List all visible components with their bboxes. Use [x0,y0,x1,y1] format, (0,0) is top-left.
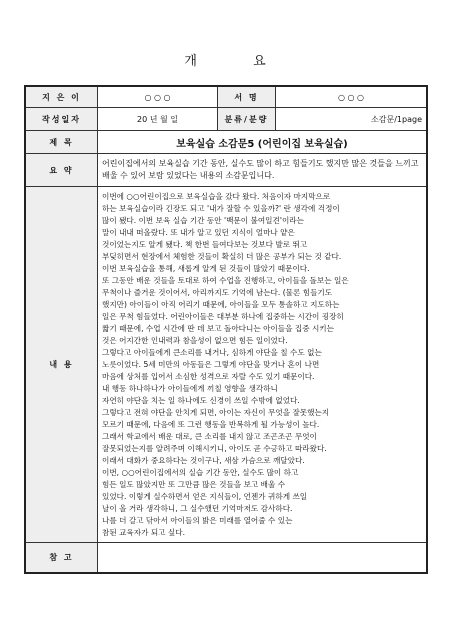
content-line: 잘못되었는지를 알려주며 이해시키니, 아이도 곧 수긍하고 따라왔다. [102,443,327,453]
content-line: 이번에 ○○어린이집으로 보육실습을 갔다 왔다. 처음이자 마지막으로 [102,191,331,201]
content-line: 것은 어지간한 인내력과 참을성이 없으면 힘든 일이었다. [102,335,288,345]
note-row [26,543,427,573]
content-line: 모르기 때문에, 다음에 또 그런 행동을 반복하게 될 가능성이 높다. [102,419,320,429]
date-row [26,108,427,131]
subject-label: 제 목 [26,131,98,154]
author-row [26,87,427,108]
content-line: 이번, ○○어린이집에서의 실습 기간 동안, 실수도 많이 하고 [102,467,299,477]
content-line: 나를 더 갈고 닦아서 아이들의 밝은 미래를 열어줄 수 있는 [102,515,293,525]
content-line: 것이었는지도 알게 됐다. 책 한번 들여다보는 것보다 발로 뛰고 [102,239,308,249]
author-label: 지 은 이 [26,87,98,108]
content-lines [102,191,422,539]
summary-value: 어린이집에서의 보육실습 기간 동안, 실수도 많이 하고 힘들기도 했지만 많은 것들을 느끼고 배울 수 있어 보람 있었다는 내용의 소감문입니다. [98,154,427,187]
content-label: 내 용 [26,187,98,543]
date-label: 작성일자 [26,108,98,131]
content-line: 그렇다고 아이들에게 큰소리를 내거나, 심하게 야단을 칠 수도 없는 [102,347,322,357]
content-line: 짧기 때문에, 수업 시간에 딴 데 보고 돌아다니는 아이들을 집중 시키는 [102,323,334,333]
book-title-label: 서 명 [218,87,276,108]
page-title: 개 요 [184,54,292,69]
content-line: 하는 보육실습이라 긴장도 되고 '내가 잘할 수 있을까?' 란 생각에 걱정이 [102,203,340,213]
note-label: 참 고 [26,543,98,573]
content-line: 노릇이었다. 5세 미만의 아동들은 그렇게 야단을 맞거나 혼이 나면 [102,359,320,369]
subject-value: 보육실습 소감문5 (어린이집 보육실습) [98,131,427,154]
subject-row [26,131,427,154]
content-line: 무척이나 즐거운 것이어서, 아리까지도 기억에 남는다. (물론 힘들기도 [102,287,333,297]
content-line: 그렇다고 전혀 야단을 안치게 되면, 아이는 자신이 무엇을 잘못했는지 [102,407,330,417]
author-value: ○ ○ ○ [98,87,218,108]
content-line: 참된 교육자가 되고 싶다. [102,527,186,537]
content-line: 많이 됐다. 이번 보육 실습 기간 동안 '백문이 불여일견'이라는 [102,215,304,225]
book-title-value: ○ ○ ○ [276,87,427,108]
content-line: 말이 내내 떠올랐다. 또 내가 알고 있던 지식이 얼마나 얕은 [102,227,295,237]
content-line: 했지만) 아이들이 아직 어리기 때문에, 아이들을 모두 통솔하고 지도하는 [102,299,340,309]
content-line: 있었다. 이렇게 실수하면서 얻은 지식들이, 언젠가 귀하게 쓰일 [102,491,308,501]
summary-label: 요 약 [26,154,98,187]
summary-row [26,154,427,187]
content-line: 그래서 학교에서 배운 대로, 큰 소리를 내지 않고 조곤조곤 무엇이 [102,431,317,441]
content-row [26,187,427,543]
content-line: 마음에 상처를 입어서 소심한 성격으로 자랄 수도 있기 때문이다. [102,371,315,381]
content-line: 자연히 야단을 치는 일 하나에도 신경이 쓰일 수밖에 없었다. [102,395,300,405]
content-body [98,187,427,543]
content-line: 이래서 대화가 중요하다는 것이구나, 새삼 가슴으로 깨달았다. [102,455,305,465]
note-value [98,543,427,573]
content-line: 힘든 일도 많았지만 또 그만큼 많은 것들을 보고 배울 수 [102,479,286,489]
content-line: 이번 보육실습을 통해, 새롭게 알게 된 것들이 많았기 때문이다. [102,263,310,273]
content-line: 부딪히면서 현장에서 체험한 것들이 확실히 더 많은 공부가 되는 것 같다. [102,251,342,261]
content-line: 내 행동 하나하나가 아이들에게 끼칠 영향을 생각하니 [102,383,278,393]
summary-table [25,86,427,573]
content-line: 일은 무척 힘들었다. 어린아이들은 대부분 하나에 집중하는 시간이 굉장히 [102,311,344,321]
content-line: 또 그동안 배운 것들을 토대로 하여 수업을 진행하고, 아이들을 돌보는 일은 [102,275,349,285]
category-value: 소감문/1page [276,108,427,131]
category-label: 분류/분량 [218,108,276,131]
content-line: 날이 올 거라 생각하니, 그 실수했던 기억마저도 감사하다. [102,503,293,513]
date-value: 20 년 월 일 [98,108,218,131]
